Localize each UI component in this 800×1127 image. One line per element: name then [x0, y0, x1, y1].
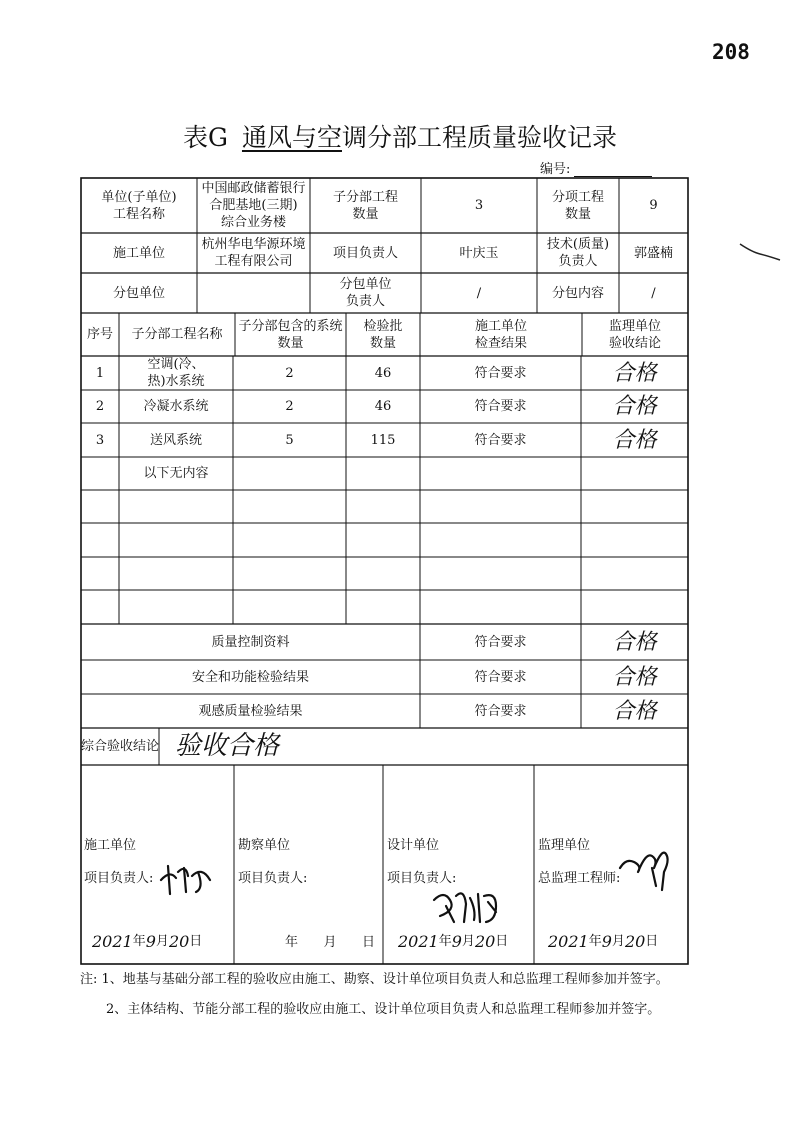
- check-quality-docs-result: 符合要求: [474, 634, 527, 650]
- sign-construction-date: [92, 928, 232, 954]
- sign-design-day: 20: [474, 931, 496, 951]
- row-2-no: 2: [95, 399, 105, 414]
- construction-unit-label: 施工单位: [112, 245, 165, 261]
- check-appearance-label: 观感质量检验结果: [198, 703, 303, 719]
- sign-construction-month: 9: [145, 931, 156, 951]
- subcontract-unit-value: [197, 273, 310, 313]
- day-char: 日: [495, 933, 509, 949]
- year-char: 年: [588, 933, 602, 949]
- check-safety-label: 安全和功能检验结果: [191, 669, 309, 685]
- project-manager-value: 叶庆玉: [459, 245, 499, 261]
- item-count-value: 9: [649, 198, 658, 213]
- subcontract-pm-value: /: [476, 285, 482, 301]
- sign-construction-person-label: 项目负责人:: [84, 870, 154, 886]
- sign-survey-unit: 勘察单位: [238, 837, 291, 853]
- sign-construction-year: 2021: [92, 931, 133, 951]
- row-1-batches: 46: [374, 365, 392, 381]
- day-char: 日: [645, 933, 659, 949]
- year-char: 年: [285, 934, 299, 950]
- check-appearance-result: 符合要求: [474, 703, 527, 719]
- row-3-name: 送风系统: [149, 432, 202, 448]
- project-manager-label: 项目负责人: [332, 245, 398, 261]
- item-count-label: 分项工程 数量: [551, 189, 604, 222]
- construction-unit-value: 杭州华电华源环境 工程有限公司: [201, 237, 306, 269]
- footnote-1: 注: 1、地基与基础分部工程的验收应由施工、勘察、设计单位项目负责人和总监理工程师参加并签字。: [80, 972, 669, 987]
- unit-name-label: 单位(子单位) 工程名称: [101, 189, 177, 222]
- unit-name-value: 中国邮政储蓄银行 合肥基地(三期) 综合业务楼: [201, 181, 306, 230]
- sign-construction-day: 20: [168, 931, 190, 951]
- sign-design-unit: 设计单位: [387, 837, 440, 853]
- tech-lead-value: 郭盛楠: [633, 245, 673, 261]
- year-char: 年: [132, 933, 146, 949]
- sign-construction-unit: 施工单位: [84, 837, 137, 853]
- tech-lead-label: 技术(质量) 负责人: [546, 237, 610, 269]
- row-1-no: 1: [95, 365, 105, 381]
- footnote-2: 2、主体结构、节能分部工程的验收应由施工、设计单位项目负责人和总监理工程师参加并签字。: [106, 1002, 661, 1017]
- subcontract-unit-label: 分包单位: [112, 285, 165, 301]
- row-1-name: 空调(冷、 热)水系统: [147, 357, 205, 389]
- construction-signature: [158, 858, 214, 898]
- title-underlined: 通风与空: [241, 123, 342, 152]
- record-number-label: 编号:: [540, 162, 571, 177]
- sign-design-person-label: 项目负责人:: [387, 870, 457, 886]
- header-verdict: 监理单位 验收结论: [608, 318, 661, 351]
- header-check-result: 施工单位 检查结果: [474, 318, 527, 351]
- header-batches: 检验批 数量: [363, 318, 403, 351]
- conclusion-value: 验收合格: [175, 731, 280, 761]
- check-quality-docs-label: 质量控制资料: [211, 634, 290, 650]
- row-2-name: 冷凝水系统: [143, 399, 209, 414]
- supervision-signature: [618, 838, 676, 896]
- row-3-no: 3: [95, 432, 105, 448]
- sign-supervision-month: 9: [601, 931, 612, 951]
- title-rest: 调分部工程质量验收记录: [341, 123, 617, 152]
- header-sub-name: 子分部工程名称: [131, 327, 223, 342]
- conclusion-label: 综合验收结论: [81, 739, 160, 754]
- row-3-verdict: 合格: [612, 427, 657, 453]
- sign-supervision-year: 2021: [548, 931, 589, 951]
- no-more-content: 以下无内容: [143, 466, 209, 481]
- sign-supervision-person-label: 总监理工程师:: [538, 870, 621, 886]
- sign-supervision-day: 20: [624, 931, 646, 951]
- sign-design-date: [398, 928, 528, 954]
- day-char: 日: [189, 933, 203, 949]
- check-appearance-verdict: 合格: [612, 698, 657, 724]
- sign-design-month: 9: [451, 931, 462, 951]
- day-char: 日: [361, 934, 375, 950]
- row-3-systems: 5: [285, 432, 294, 448]
- sign-design-year: 2021: [398, 931, 439, 951]
- row-1-result: 符合要求: [474, 365, 527, 381]
- title-prefix: 表G: [182, 123, 228, 152]
- row-3-result: 符合要求: [474, 432, 527, 448]
- month-char: 月: [461, 933, 475, 949]
- row-2-systems: 2: [285, 399, 294, 414]
- check-safety-result: 符合要求: [474, 669, 527, 685]
- row-2-verdict: 合格: [612, 394, 657, 419]
- row-2-batches: 46: [374, 399, 392, 414]
- sign-survey-person-label: 项目负责人:: [238, 870, 308, 886]
- row-1-systems: 2: [285, 365, 294, 381]
- page-number: 208: [712, 40, 750, 64]
- check-quality-docs-verdict: 合格: [612, 629, 657, 655]
- row-2-result: 符合要求: [474, 399, 527, 414]
- sign-survey-date: [285, 930, 375, 954]
- year-char: 年: [438, 933, 452, 949]
- subcontract-pm-label: 分包单位 负责人: [339, 277, 392, 309]
- header-systems: 子分部包含的系统 数量: [238, 318, 343, 351]
- design-signature: [430, 886, 502, 928]
- sub-count-label: 子分部工程 数量: [332, 189, 398, 222]
- subcontract-content-label: 分包内容: [551, 285, 604, 301]
- month-char: 月: [155, 933, 169, 949]
- check-safety-verdict: 合格: [612, 664, 657, 690]
- sub-count-value: 3: [474, 198, 484, 213]
- row-1-verdict: 合格: [612, 360, 657, 386]
- month-char: 月: [323, 934, 337, 950]
- row-3-batches: 115: [370, 432, 396, 448]
- header-no: 序号: [86, 327, 113, 342]
- sign-supervision-unit: 监理单位: [538, 837, 591, 853]
- month-char: 月: [611, 933, 625, 949]
- subcontract-content-value: /: [651, 285, 656, 301]
- sign-supervision-date: [548, 928, 678, 954]
